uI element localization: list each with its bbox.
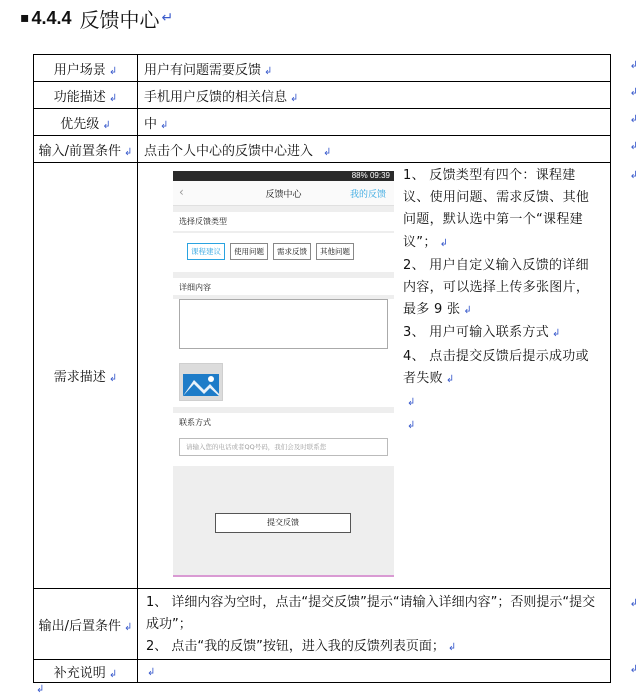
paragraph-mark-icon: ↵ <box>161 10 174 26</box>
requirement-table <box>33 54 611 683</box>
row-end-mark-icon: ↲ <box>629 170 638 181</box>
return-mark-icon: ↲ <box>147 666 156 678</box>
nav-title: 反馈中心 <box>265 190 302 200</box>
section-number: 4.4.4 <box>31 7 72 28</box>
row-label: 需求描述 ↲ <box>34 163 138 589</box>
row-value: 手机用户反馈的相关信息 ↲ <box>138 82 611 109</box>
section-heading: ▪ 4.4.4 反馈中心 ↵ <box>20 4 173 32</box>
status-bar: 88% 09:39 <box>173 171 394 181</box>
row-label: 功能描述 ↲ <box>34 82 138 109</box>
feedback-type-tags <box>173 233 394 272</box>
row-value: 用户有问题需要反馈 ↲ <box>138 55 611 82</box>
tag-other-problem[interactable]: 其他问题 <box>316 243 354 260</box>
row-value: 中 ↲ <box>138 109 611 136</box>
phone-mockup <box>173 171 394 577</box>
output-point: 2、 点击“我的反馈”按钮，进入我的反馈列表页面； ↲ <box>146 638 457 654</box>
table-row <box>34 82 611 109</box>
paragraph-end-mark-icon: ↲ <box>36 684 45 695</box>
detail-section-label: 详细内容 <box>173 278 394 295</box>
return-mark-icon: ↲ <box>124 146 133 158</box>
requirement-point: 3、 用户可输入联系方式 ↲ <box>403 325 561 341</box>
tag-requirement-feedback[interactable]: 需求反馈 <box>273 243 311 260</box>
table-row <box>34 660 611 683</box>
return-mark-icon: ↲ <box>124 621 133 633</box>
return-mark-icon: ↲ <box>108 65 118 77</box>
image-upload-area <box>173 355 394 407</box>
section-title: 反馈中心 <box>79 7 160 32</box>
row-end-mark-icon: ↲ <box>629 598 638 609</box>
output-cell <box>138 589 611 660</box>
row-label: 优先级 ↲ <box>34 109 138 136</box>
table-row <box>34 589 611 660</box>
row-label: 输入/前置条件 ↲ <box>34 136 138 163</box>
image-placeholder-icon[interactable] <box>179 363 223 401</box>
contact-section-label: 联系方式 <box>173 413 394 432</box>
requirement-point: 1、 反馈类型有四个：课程建议、使用问题、需求反馈、其他问题，默认选中第一个“课程建议”； ↲ <box>403 168 590 250</box>
return-mark-icon: ↲ <box>108 373 118 384</box>
tag-usage-problem[interactable]: 使用问题 <box>230 243 268 260</box>
detail-textarea[interactable] <box>179 299 388 349</box>
table-row <box>34 163 611 589</box>
row-end-mark-icon: ↲ <box>629 60 638 71</box>
back-icon[interactable]: ‹ <box>179 185 184 199</box>
return-mark-icon: ↲ <box>102 119 111 131</box>
my-feedback-link[interactable]: 我的反馈 <box>349 190 386 200</box>
output-point: 1、 详细内容为空时，点击“提交反馈”提示“请输入详细内容”；否则提示“提交成功”； <box>146 594 596 632</box>
table-row <box>34 136 611 163</box>
type-section-label: 选择反馈类型 <box>173 212 394 231</box>
row-label: 用户场景 ↲ <box>34 55 138 82</box>
requirement-point: 4、 点击提交反馈后提示成功或者失败 ↲ <box>403 348 589 386</box>
tag-course-suggestion[interactable]: 课程建议 <box>187 243 225 260</box>
submit-feedback-button[interactable]: 提交反馈 <box>215 513 351 533</box>
return-mark-icon: ↲ <box>264 65 273 77</box>
return-mark-icon: ↲ <box>290 92 299 104</box>
return-mark-icon: ↲ <box>108 668 118 680</box>
requirement-points: 1、 反馈类型有四个：课程建议、使用问题、需求反馈、其他问题，默认选中第一个“课程建议”； ↲ 2、 用户自定义输入反馈的详细内容，可以选择上传多张图片，最多 9 张 ↲ 3、 用户可输入联系方式 ↲ 4、 点击提交反馈后提示成功或者失败 ↲ ↲ ↲ <box>403 165 593 437</box>
nav-bar <box>173 181 394 206</box>
return-mark-icon: ↲ <box>160 119 169 131</box>
return-mark-icon: ↲ <box>108 92 118 104</box>
table-row <box>34 109 611 136</box>
requirement-cell <box>138 163 611 589</box>
contact-input[interactable]: 请输入您的电话或者QQ号码，我们会及时联系您 <box>179 438 388 456</box>
row-label: 输出/后置条件 ↲ <box>34 589 138 660</box>
row-end-mark-icon: ↲ <box>629 114 638 125</box>
row-end-mark-icon: ↲ <box>629 141 638 152</box>
requirement-point: 2、 用户自定义输入反馈的详细内容，可以选择上传多张图片，最多 9 张 ↲ <box>403 257 590 318</box>
row-value: 点击个人中心的反馈中心进入 ↲ <box>138 136 611 163</box>
row-value <box>138 660 611 683</box>
return-mark-icon: ↲ <box>323 146 332 158</box>
row-end-mark-icon: ↲ <box>629 87 638 98</box>
row-end-mark-icon: ↲ <box>629 664 638 675</box>
row-label: 补充说明 ↲ <box>34 660 138 683</box>
table-row <box>34 55 611 82</box>
